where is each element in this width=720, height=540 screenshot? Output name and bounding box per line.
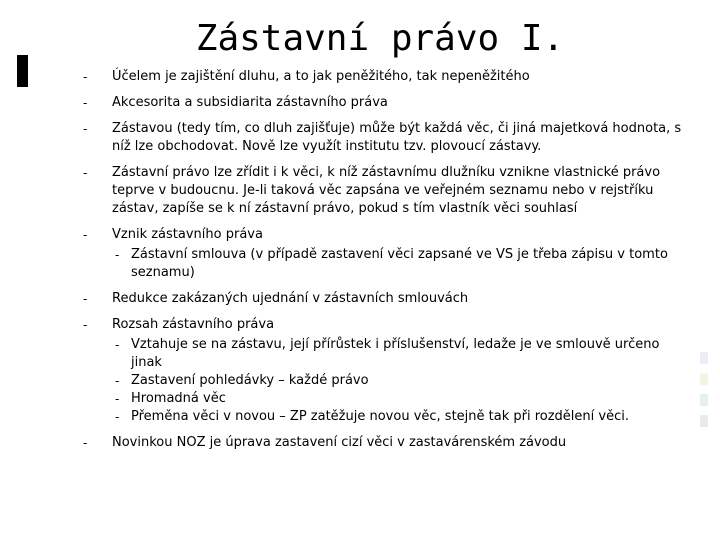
sub-bullet-text: Zástavní smlouva (v případě zastavení věci zapsané ve VS je třeba zápisu v tomto seznamu) (131, 247, 668, 280)
side-decoration (700, 352, 712, 436)
sub-bullet-item (115, 390, 693, 408)
side-dot (700, 415, 708, 427)
sub-bullet-item (115, 372, 693, 390)
sub-bullet-list (112, 336, 693, 426)
sub-bullet-marker: - (115, 248, 120, 262)
bullet-marker: - (83, 292, 88, 306)
bullet-text: Zástavou (tedy tím, co dluh zajišťuje) může být každá věc, či jiná majetková hodnota, s níž lze obchodovat. Nově lze využít institutu tzv. plovoucí zástavy. (112, 121, 682, 154)
bullet-marker: - (83, 96, 88, 110)
bullet-list (83, 68, 693, 460)
sub-bullet-marker: - (115, 374, 120, 388)
bullet-item (83, 316, 693, 426)
bullet-text: Akcesorita a subsidiarita zástavního práva (112, 95, 388, 110)
bullet-marker: - (83, 228, 88, 242)
sub-bullet-text: Přeměna věci v novou – ZP zatěžuje novou věc, stejně tak při rozdělení věci. (131, 409, 629, 424)
sub-bullet-item (115, 246, 693, 282)
title-accent-bar (17, 55, 28, 87)
bullet-text: Účelem je zajištění dluhu, a to jak peněžitého, tak nepeněžitého (112, 69, 530, 84)
bullet-marker: - (83, 166, 88, 180)
sub-bullet-marker: - (115, 392, 120, 406)
bullet-text: Novinkou NOZ je úprava zastavení cizí věci v zastavárenském závodu (112, 435, 567, 450)
sub-bullet-marker: - (115, 410, 120, 424)
side-dot (700, 394, 708, 406)
sub-bullet-text: Vztahuje se na zástavu, její přírůstek i příslušenství, ledaže je ve smlouvě určeno jinak (131, 337, 660, 370)
bullet-item (83, 290, 693, 308)
bullet-item (83, 226, 693, 282)
bullet-marker: - (83, 70, 88, 84)
sub-bullet-marker: - (115, 338, 120, 352)
sub-bullet-text: Zastavení pohledávky – každé právo (131, 373, 369, 388)
side-dot (700, 352, 708, 364)
bullet-text: Rozsah zástavního práva (112, 317, 275, 332)
sub-bullet-text: Hromadná věc (131, 391, 226, 406)
sub-bullet-list (112, 246, 693, 282)
bullet-item (83, 94, 693, 112)
side-dot (700, 373, 708, 385)
bullet-item (83, 120, 693, 156)
slide-title: Zástavní právo I. (195, 18, 565, 59)
bullet-text: Vznik zástavního práva (112, 227, 263, 242)
bullet-text: Zástavní právo lze zřídit i k věci, k níž zástavnímu dlužníku vznikne vlastnické právo teprve v budoucnu. Je-li taková věc zapsána ve veřejném seznamu nebo v rejstříku zástav, zapíše se k ní zástavní právo, pokud s tím vlastník věci souhlasí (112, 165, 661, 216)
bullet-item (83, 434, 693, 452)
sub-bullet-item (115, 408, 693, 426)
bullet-marker: - (83, 318, 88, 332)
bullet-text: Redukce zakázaných ujednání v zástavních smlouvách (112, 291, 469, 306)
sub-bullet-item (115, 336, 693, 372)
bullet-item (83, 164, 693, 218)
bullet-item (83, 68, 693, 86)
bullet-marker: - (83, 436, 88, 450)
bullet-marker: - (83, 122, 88, 136)
